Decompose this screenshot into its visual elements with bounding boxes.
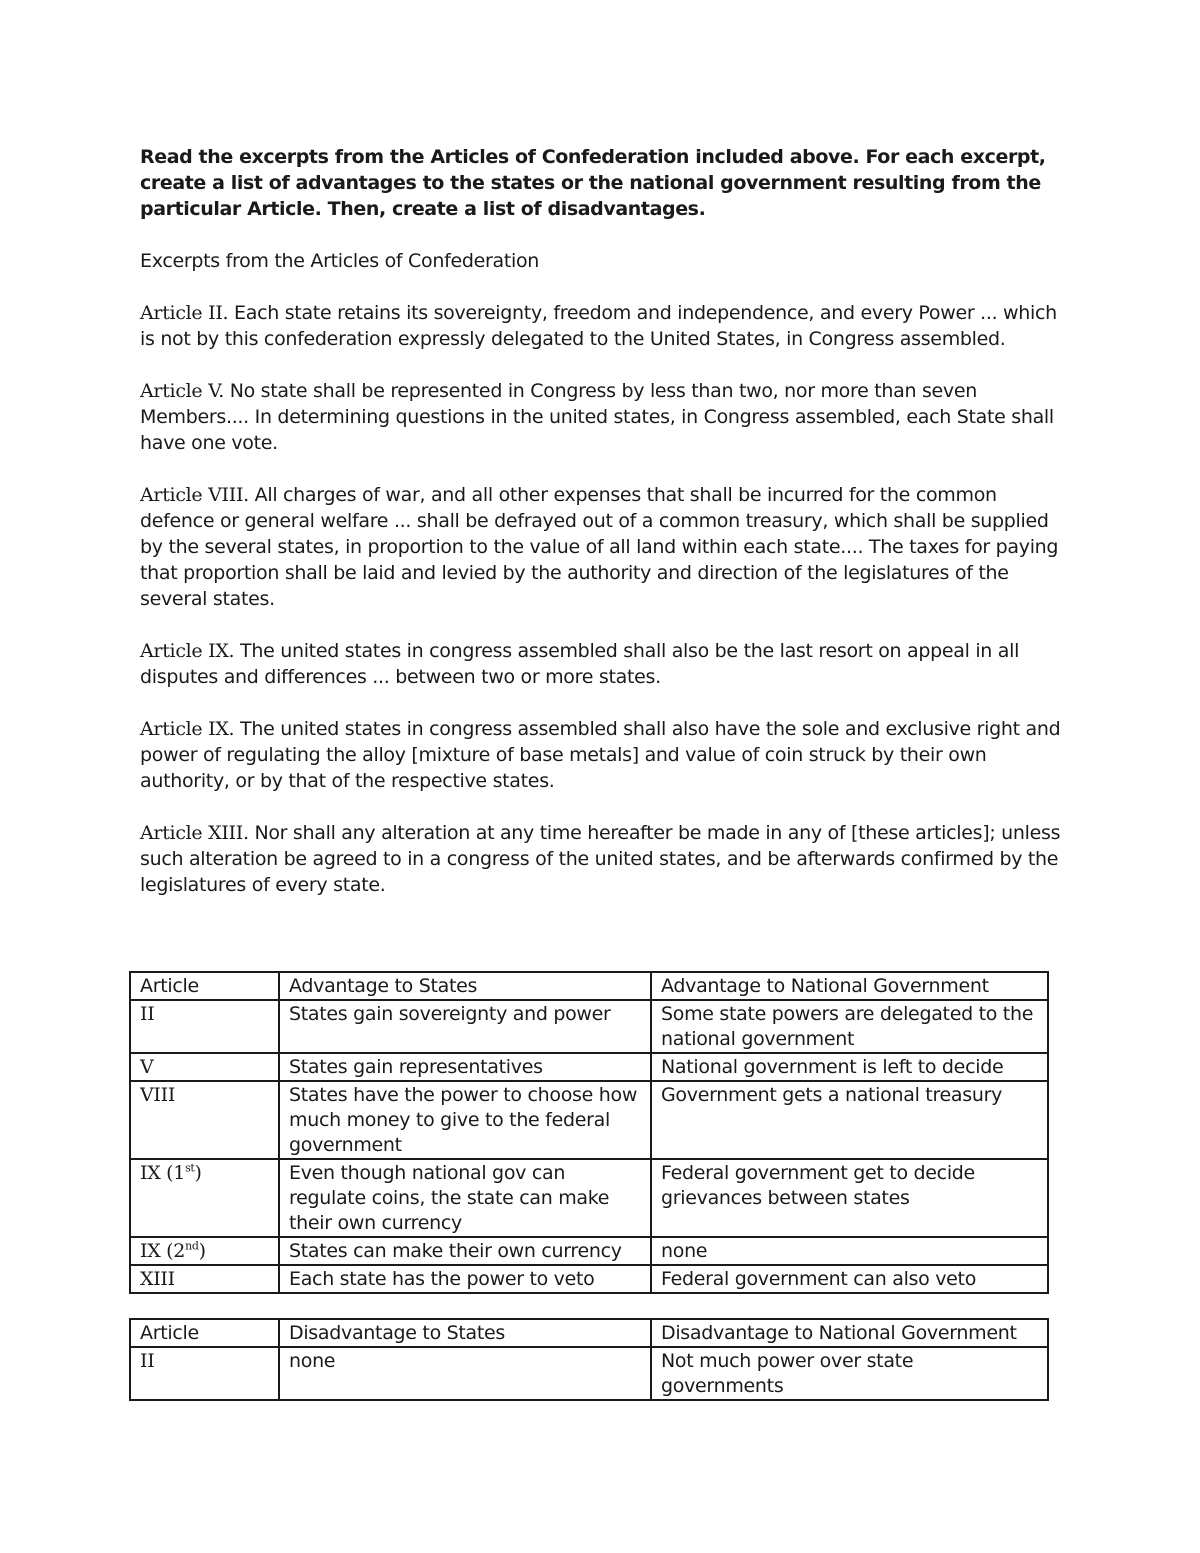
national-cell: Not much power over state governments <box>651 1347 1048 1400</box>
article-label: V <box>140 1056 154 1078</box>
excerpt-article-13 <box>140 820 1070 898</box>
ordinal-suffix: nd <box>185 1239 199 1253</box>
header-disadvantage-national: Disadvantage to National Government <box>651 1319 1048 1347</box>
states-cell: Even though national gov can regulate coins, the state can make their own currency <box>279 1159 651 1237</box>
national-cell: Some state powers are delegated to the national government <box>651 1000 1048 1053</box>
article-cell <box>130 1237 279 1265</box>
header-article: Article <box>130 972 279 1000</box>
excerpt-text: Each state retains its sovereignty, freedom and independence, and every Power ... which is not by this confederation expressly delegated to the United States, in Congress assembled. <box>140 302 1057 350</box>
instructions-text: Read the excerpts from the Articles of Confederation included above. For each excerpt, create a list of advantages to the states or the national government resulting from the particular Article. Then, create a list of disadvantages. <box>140 146 1046 220</box>
article-cell <box>130 1159 279 1237</box>
excerpt-lead: Article XIII. <box>140 822 249 844</box>
excerpt-article-2 <box>140 300 1070 352</box>
article-label: XIII <box>140 1268 175 1290</box>
article-cell <box>130 1000 279 1053</box>
table-row <box>130 1159 1048 1237</box>
excerpt-text: Nor shall any alteration at any time hereafter be made in any of [these articles]; unless such alteration be agreed to in a congress of the united states, and be afterwards confirmed by the legislatures of every state. <box>140 822 1061 896</box>
table-row <box>130 1000 1048 1053</box>
header-article: Article <box>130 1319 279 1347</box>
table-header-row <box>130 972 1048 1000</box>
document-body <box>140 144 1070 924</box>
excerpt-article-5 <box>140 378 1070 456</box>
excerpt-lead: Article IX. <box>140 718 235 740</box>
table-header-row <box>130 1319 1048 1347</box>
table-row <box>130 1053 1048 1081</box>
states-cell: States gain sovereignty and power <box>279 1000 651 1053</box>
excerpt-text: No state shall be represented in Congress by less than two, nor more than seven Members.... In determining questions in the united states, in Congress assembled, each State shall have one vote. <box>140 380 1054 454</box>
states-cell: Each state has the power to veto <box>279 1265 651 1293</box>
national-cell: National government is left to decide <box>651 1053 1048 1081</box>
header-advantage-national: Advantage to National Government <box>651 972 1048 1000</box>
article-label: IX (2 <box>140 1240 186 1262</box>
article-cell: II <box>130 1347 279 1400</box>
table-row <box>130 1081 1048 1159</box>
article-cell <box>130 1265 279 1293</box>
excerpt-lead: Article IX. <box>140 640 235 662</box>
states-cell: none <box>279 1347 651 1400</box>
article-cell <box>130 1081 279 1159</box>
states-cell: States can make their own currency <box>279 1237 651 1265</box>
article-label: IX (1 <box>140 1162 186 1184</box>
excerpt-text: The united states in congress assembled shall also be the last resort on appeal in all disputes and differences ... between two or more states. <box>140 640 1020 688</box>
excerpt-lead: Article VIII. <box>140 484 249 506</box>
excerpt-article-9-first <box>140 638 1070 690</box>
table-row <box>130 1347 1048 1400</box>
article-label-close: ) <box>198 1240 206 1262</box>
article-label-close: ) <box>194 1162 202 1184</box>
article-label: II <box>140 1003 155 1025</box>
excerpt-text: All charges of war, and all other expenses that shall be incurred for the common defence or general welfare ... shall be defrayed out of a common treasury, which shall be supplied by the several states, in proportion to the value of all land within each state.... The taxes for paying that proportion shall be laid and levied by the authority and direction of the legislatures of the several states. <box>140 484 1059 610</box>
article-label: VIII <box>140 1084 176 1106</box>
national-cell: none <box>651 1237 1048 1265</box>
excerpt-article-8 <box>140 482 1070 612</box>
article-cell <box>130 1053 279 1081</box>
excerpt-lead: Article II. <box>140 302 229 324</box>
national-cell: Government gets a national treasury <box>651 1081 1048 1159</box>
header-advantage-states: Advantage to States <box>279 972 651 1000</box>
table-row <box>130 1237 1048 1265</box>
excerpt-article-9-second <box>140 716 1070 794</box>
excerpt-text: The united states in congress assembled shall also have the sole and exclusive right and power of regulating the alloy [mixture of base metals] and value of coin struck by their own authority, or by that of the respective states. <box>140 718 1061 792</box>
excerpt-lead: Article V. <box>140 380 224 402</box>
table-row <box>130 1265 1048 1293</box>
excerpts-heading: Excerpts from the Articles of Confederation <box>140 250 540 272</box>
states-cell: States have the power to choose how much money to give to the federal government <box>279 1081 651 1159</box>
states-cell: States gain representatives <box>279 1053 651 1081</box>
header-disadvantage-states: Disadvantage to States <box>279 1319 651 1347</box>
advantages-table <box>129 971 1049 1294</box>
ordinal-suffix: st <box>185 1161 195 1175</box>
national-cell: Federal government can also veto <box>651 1265 1048 1293</box>
disadvantages-table <box>129 1318 1049 1401</box>
national-cell: Federal government get to decide grievances between states <box>651 1159 1048 1237</box>
